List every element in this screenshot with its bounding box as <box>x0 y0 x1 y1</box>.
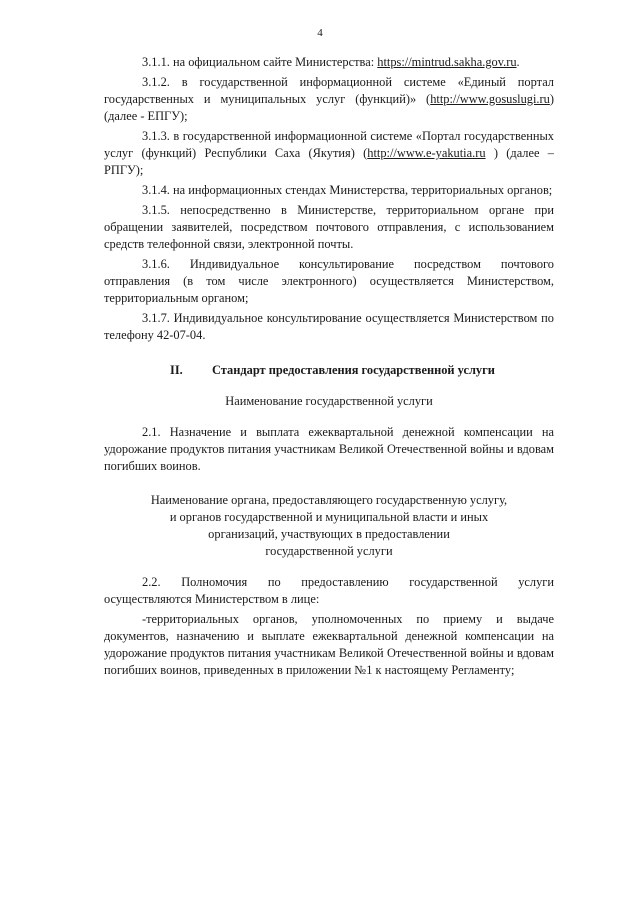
item-text: ) (далее – РПГУ); <box>104 146 554 177</box>
subheading-line: организаций, участвующих в предоставлении <box>208 527 450 541</box>
item-2-2: 2.2. Полномочия по предоставлению государственной услуги осуществляются Министерством в лице: <box>104 575 554 606</box>
item-3-1-6: 3.1.6. Индивидуальное консультирование посредством почтового отправления (в том числе электронного) осуществляется Министерством, территориальным органом; <box>104 257 554 305</box>
item-text: 3.1.3. в государственной информационной системе «Портал государственных услуг (функций) Республики Саха (Якутия) ( <box>104 129 554 160</box>
item-text: 3.1.2. в государственной информационной системе «Единый портал государственных и муниципальных услуг (функций)» ( <box>104 75 554 106</box>
subheading-authority <box>104 492 554 560</box>
gosuslugi-link[interactable]: http://www.gosuslugi.ru <box>430 92 550 106</box>
item-3-1-4: 3.1.4. на информационных стендах Министерства, территориальных органов; <box>142 183 553 197</box>
item-3-1-7: 3.1.7. Индивидуальное консультирование осуществляется Министерством по телефону 42-07-04. <box>104 311 554 342</box>
e-yakutia-link[interactable]: http://www.e-yakutia.ru <box>367 146 486 160</box>
subheading-line: и органов государственной и муниципальной власти и иных <box>169 510 489 524</box>
page-number: 4 <box>317 27 323 39</box>
item-3-1-1 <box>104 54 554 71</box>
item-3-1-3 <box>104 128 554 179</box>
ministry-website-link[interactable]: https://mintrud.sakha.gov.ru <box>377 55 517 69</box>
document-body <box>104 54 554 682</box>
item-text: 3.1.1. на официальном сайте Министерства: <box>142 55 378 69</box>
section-title: Стандарт предоставления государственной услуги <box>212 363 495 377</box>
item-3-1-5: 3.1.5. непосредственно в Министерстве, территориальном органе при обращении заявителей, посредством почтового отправления, с использованием средств телефонной связи, электронной почты. <box>104 203 554 251</box>
item-text: . <box>516 55 520 69</box>
subheading-line: государственной услуги <box>265 544 393 558</box>
item-2-2-territorial-bodies: -территориальных органов, уполномоченных по приему и выдаче документов, назначению и выплате ежеквартальной денежной компенсации на удорожание продуктов питания участникам Великой Отечественной войны и вдовам погибших воинов, приведенных в приложении №1 к настоящему Регламенту; <box>104 612 554 677</box>
subheading-line: Наименование органа, предоставляющего государственную услугу, <box>150 493 508 507</box>
item-3-1-2 <box>104 74 554 125</box>
section-heading <box>104 362 554 379</box>
item-text: ) (далее - ЕПГУ); <box>104 92 554 123</box>
item-2-1: 2.1. Назначение и выплата ежеквартальной денежной компенсации на удорожание продуктов питания участникам Великой Отечественной войны и вдовам погибших воинов. <box>104 425 554 473</box>
subheading-service-name: Наименование государственной услуги <box>225 394 433 408</box>
section-number: II. <box>170 363 183 377</box>
